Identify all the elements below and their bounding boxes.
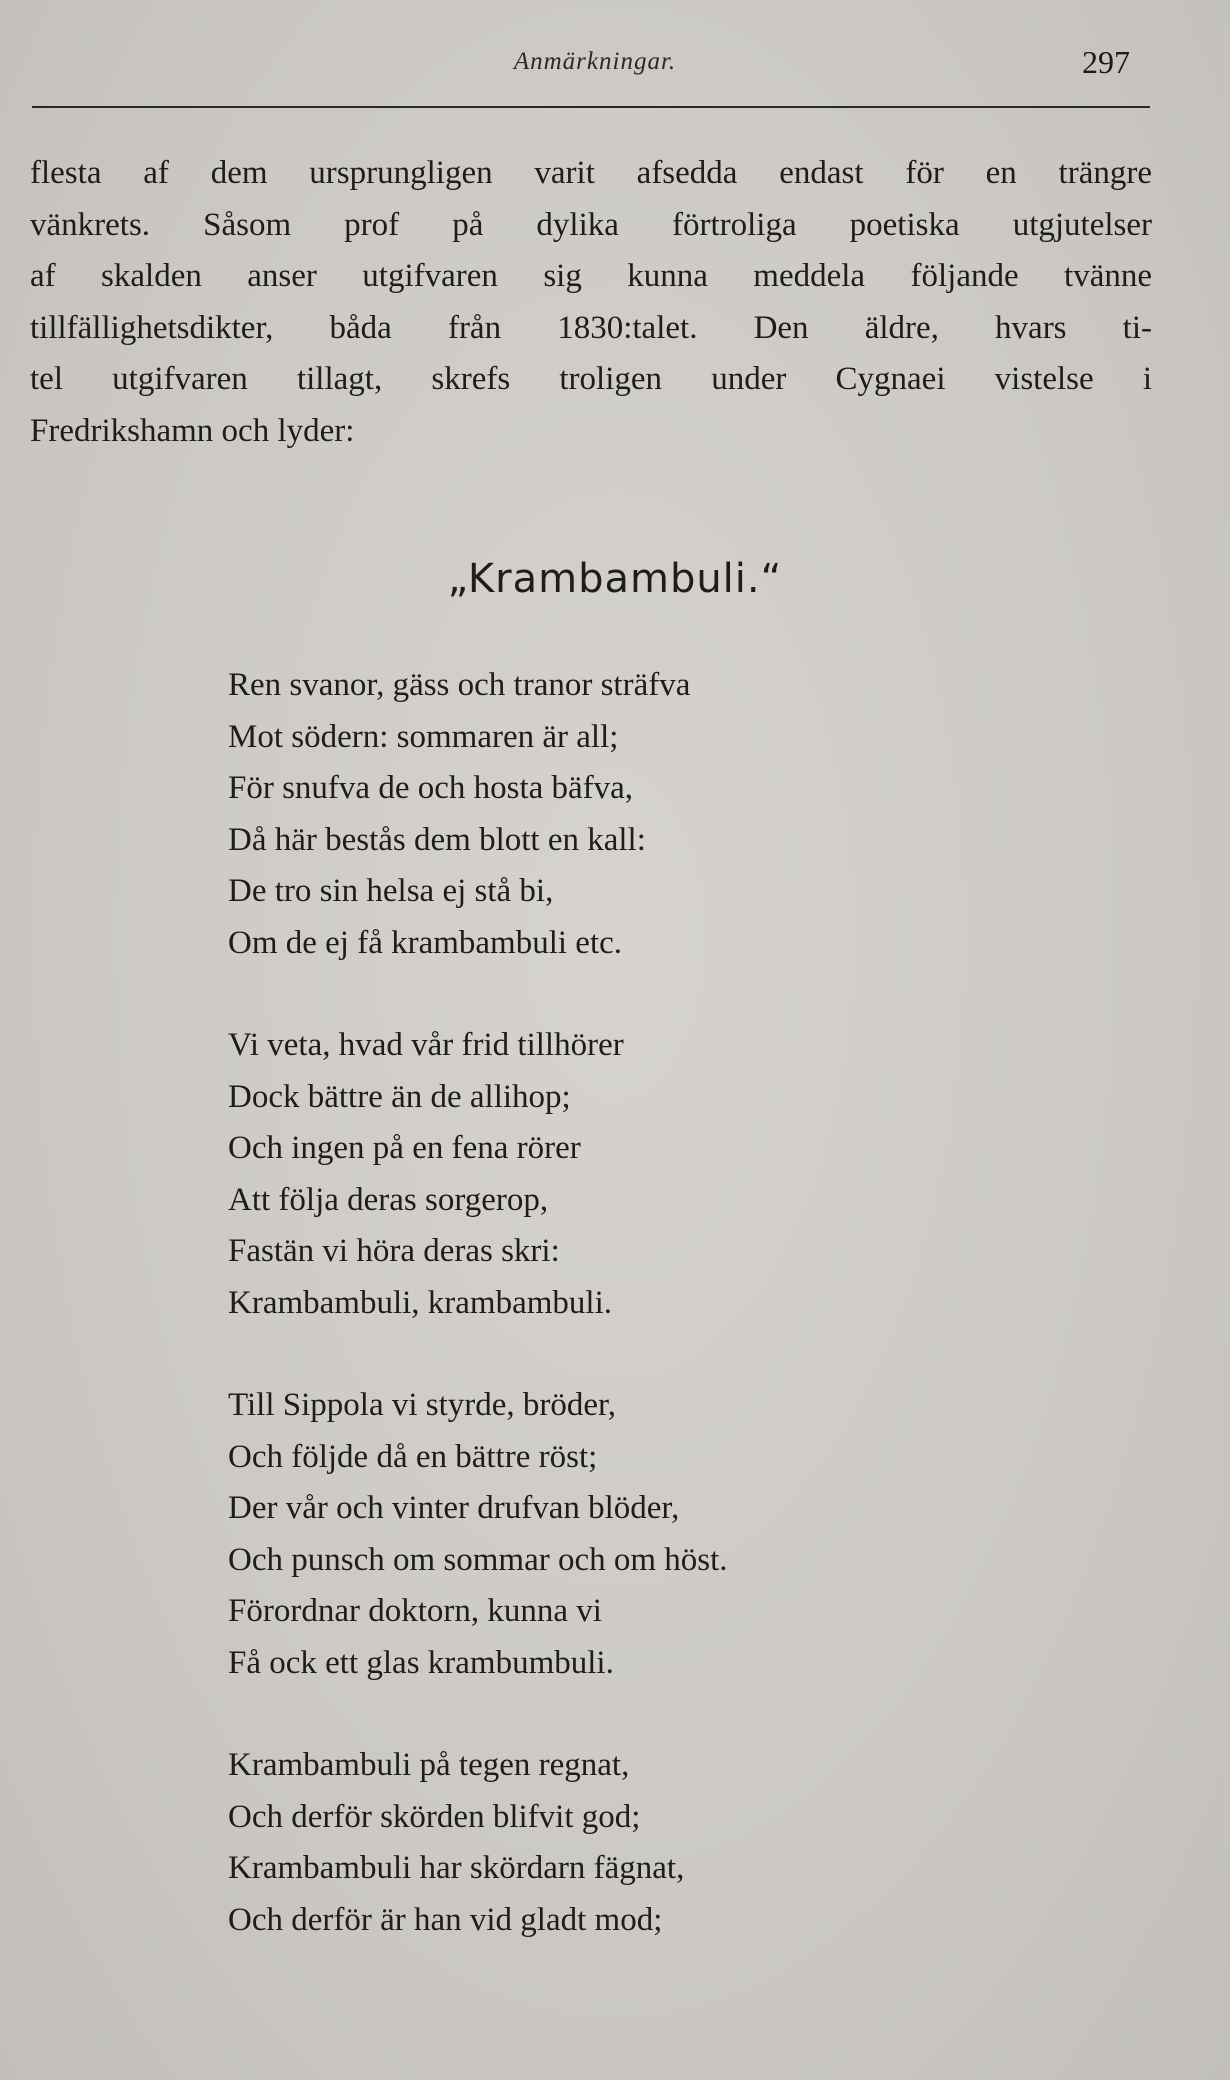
verse-line: Förordnar doktorn, kunna vi — [228, 1593, 602, 1629]
prose-line: af skalden anser utgifvaren sig kunna meddela följande tvänne — [30, 258, 1152, 294]
prose-line: vänkrets. Såsom prof på dylika förtroliga poetiska utgjutelser — [30, 206, 1152, 243]
verse-line: Och följde då en bättre röst; — [228, 1438, 598, 1475]
prose-line: tel utgifvaren tillagt, skrefs troligen under Cygnaei vistelse i — [30, 361, 1152, 397]
verse-line: Och punsch om sommar och om höst. — [228, 1541, 728, 1578]
page-header — [30, 44, 1160, 88]
verse-line: Krambambuli, krambambuli. — [228, 1284, 612, 1321]
verse-line: Krambambuli på tegen regnat, — [228, 1747, 630, 1783]
verse-line: Och derför skörden blifvit god; — [228, 1798, 641, 1835]
stanza-4 — [228, 1740, 1028, 1946]
verse-line: Dock bättre än de allihop; — [228, 1078, 571, 1115]
prose-line: flesta af dem ursprungligen varit afsedda endast för en trängre — [30, 155, 1152, 191]
header-rule — [32, 106, 1150, 108]
verse-line: Få ock ett glas krambumbuli. — [228, 1644, 614, 1681]
verse-line: Mot södern: sommaren är all; — [228, 718, 619, 755]
verse-line: Att följa deras sorgerop, — [228, 1181, 549, 1218]
verse-line: För snufva de och hosta bäfva, — [228, 770, 634, 806]
verse-line: Fastän vi höra deras skri: — [228, 1233, 560, 1269]
stanza-1 — [228, 660, 1028, 969]
page-number: 297 — [1082, 44, 1130, 80]
verse-line: Der vår och vinter drufvan blöder, — [228, 1490, 680, 1526]
verse-line: Då här bestås dem blott en kall: — [228, 821, 646, 858]
verse-line: Och ingen på en fena rörer — [228, 1130, 581, 1166]
prose-line: tillfällighetsdikter, båda från 1830:talet. Den äldre, hvars ti- — [30, 309, 1152, 346]
verse-line: Och derför är han vid gladt mod; — [228, 1901, 663, 1938]
stanza-3 — [228, 1380, 1028, 1689]
stanza-2 — [228, 1020, 1028, 1329]
verse-line: De tro sin helsa ej stå bi, — [228, 873, 554, 909]
verse-line: Ren svanor, gäss och tranor sträfva — [228, 667, 691, 703]
prose-line: Fredrikshamn och lyder: — [30, 412, 355, 449]
verse-line: Krambambuli har skördarn fägnat, — [228, 1850, 685, 1886]
verse-line: Vi veta, hvad vår frid tillhörer — [228, 1027, 624, 1063]
verse-line: Om de ej få krambambuli etc. — [228, 924, 623, 961]
poem-title: „Krambambuli.“ — [447, 556, 783, 602]
running-head: Anmärkningar. — [513, 48, 677, 75]
prose-paragraph — [30, 148, 1152, 457]
poem — [228, 660, 1028, 1997]
verse-line: Till Sippola vi styrde, bröder, — [228, 1387, 616, 1423]
